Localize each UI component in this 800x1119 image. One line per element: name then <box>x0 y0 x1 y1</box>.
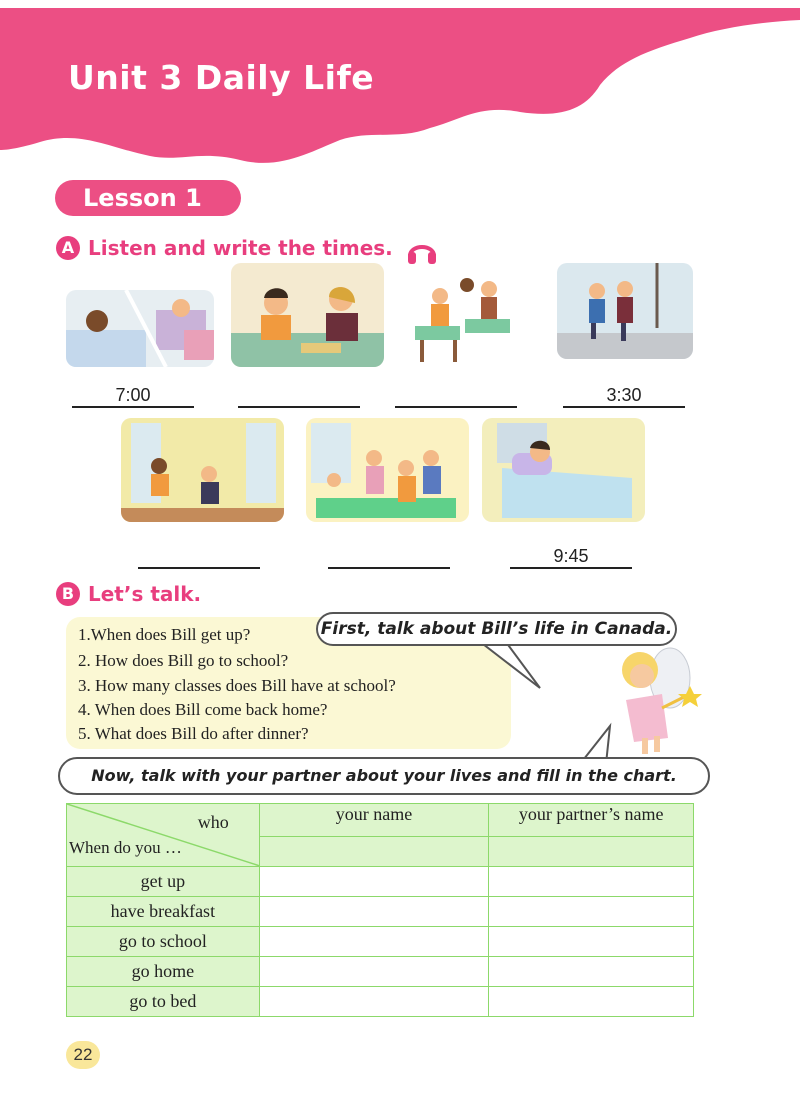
cell-get-up-partner[interactable] <box>489 867 694 897</box>
classroom-picture <box>405 271 518 363</box>
cell-bed-partner[interactable] <box>489 987 694 1017</box>
headphones-icon[interactable] <box>406 236 438 264</box>
column-header-your-name: your name <box>259 804 489 837</box>
question-4: 4. When does Bill come back home? <box>78 700 328 719</box>
cell-home-you[interactable] <box>259 957 489 987</box>
question-1: 1.When does Bill get up? <box>78 625 251 644</box>
partner-name-cell[interactable] <box>489 836 694 866</box>
cell-school-partner[interactable] <box>489 927 694 957</box>
answer-blank-7[interactable]: 9:45 <box>510 545 632 569</box>
speech-bubble-top: First, talk about Bill’s life in Canada. <box>316 612 677 646</box>
cell-breakfast-partner[interactable] <box>489 897 694 927</box>
answer-blank-6[interactable] <box>328 545 450 569</box>
page-number: 22 <box>66 1041 100 1069</box>
section-a-badge: A <box>56 236 80 260</box>
corner-who-label: who <box>197 812 229 832</box>
table-row <box>67 987 694 1017</box>
cell-breakfast-you[interactable] <box>259 897 489 927</box>
table-row <box>67 867 694 897</box>
cell-home-partner[interactable] <box>489 957 694 987</box>
table-row <box>67 927 694 957</box>
table-row <box>67 897 694 927</box>
row-label-have-breakfast: have breakfast <box>67 897 260 927</box>
section-a-instruction: Listen and write the times. <box>88 236 393 260</box>
family-dinner-picture <box>306 418 469 522</box>
cell-bed-you[interactable] <box>259 987 489 1017</box>
row-label-get-up: get up <box>67 867 260 897</box>
angel-illustration <box>602 638 702 758</box>
chart-corner-cell <box>67 804 260 867</box>
corner-when-label: When do you … <box>69 838 182 857</box>
row-label-go-home: go home <box>67 957 260 987</box>
lesson-label: Lesson 1 <box>55 180 241 216</box>
section-b-instruction: Let’s talk. <box>88 582 202 606</box>
answer-blank-2[interactable] <box>238 384 360 408</box>
question-2: 2. How does Bill go to school? <box>78 651 289 670</box>
lives-chart <box>66 803 694 1017</box>
your-name-cell[interactable] <box>259 836 489 866</box>
answer-blank-1[interactable]: 7:00 <box>72 384 194 408</box>
unit-title: Unit 3 Daily Life <box>68 58 375 97</box>
row-label-go-to-bed: go to bed <box>67 987 260 1017</box>
answer-blank-5[interactable] <box>138 545 260 569</box>
question-5: 5. What does Bill do after dinner? <box>78 724 309 743</box>
cell-school-you[interactable] <box>259 927 489 957</box>
answer-blank-3[interactable] <box>395 384 517 408</box>
column-header-partner-name: your partner’s name <box>489 804 694 837</box>
cell-get-up-you[interactable] <box>259 867 489 897</box>
section-b-badge: B <box>56 582 80 606</box>
question-3: 3. How many classes does Bill have at school? <box>78 676 396 695</box>
table-row <box>67 957 694 987</box>
row-label-go-to-school: go to school <box>67 927 260 957</box>
walking-home-picture <box>557 263 693 359</box>
speech-bubble-bottom: Now, talk with your partner about your lives and fill in the chart. <box>58 757 710 795</box>
living-room-picture <box>121 418 284 522</box>
waking-up-picture <box>66 290 214 367</box>
section-a-heading <box>56 236 438 264</box>
answer-blank-4[interactable]: 3:30 <box>563 384 685 408</box>
sleeping-picture <box>482 418 645 522</box>
section-b-heading <box>56 582 201 606</box>
breakfast-picture <box>231 263 384 367</box>
